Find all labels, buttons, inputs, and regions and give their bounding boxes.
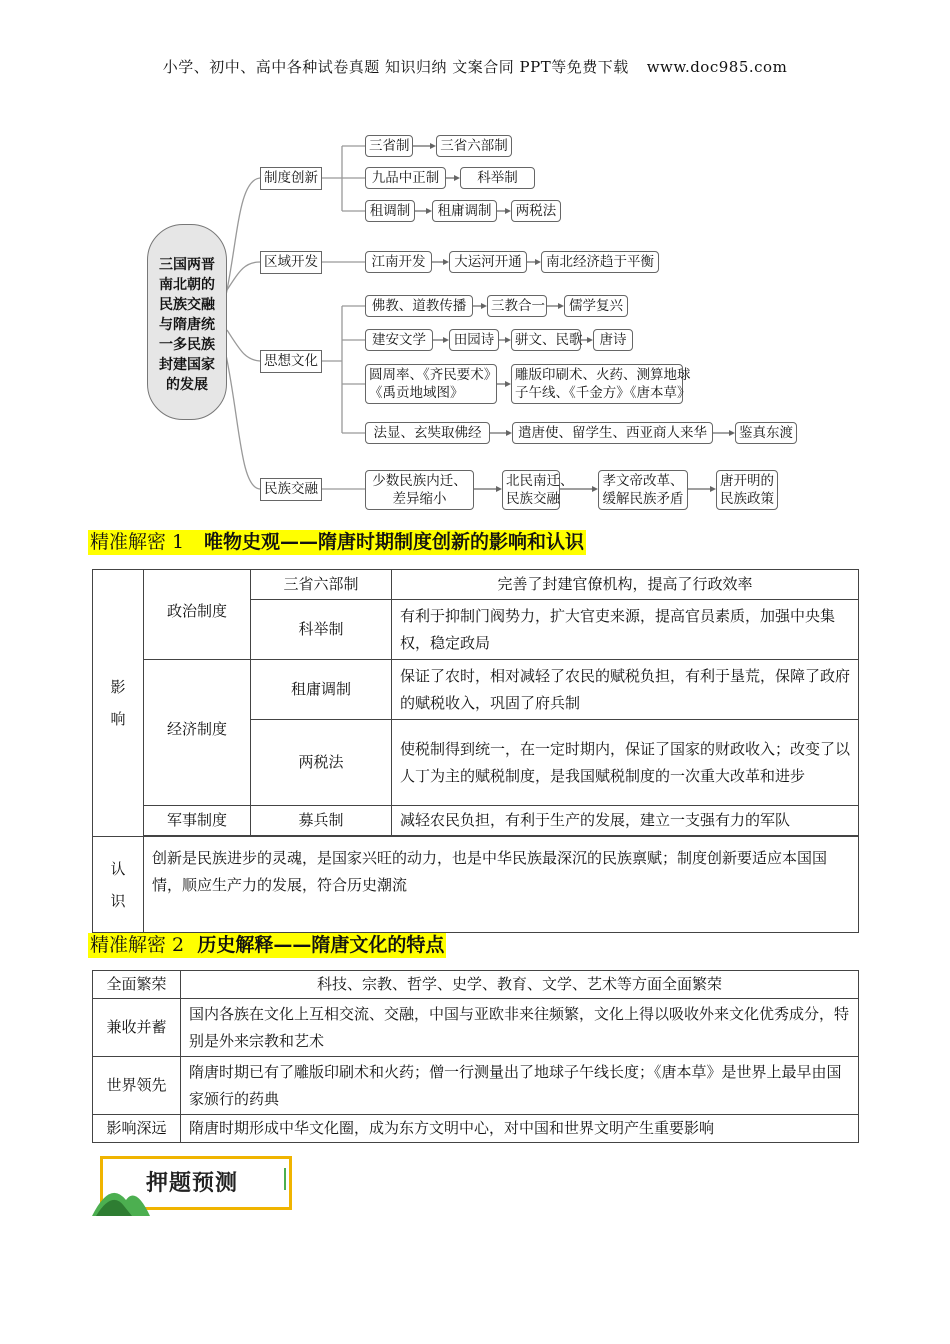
section2-title [88,933,446,958]
node-minorities-migration [365,470,474,510]
node-pastoral-poetry: 田园诗 [449,329,499,351]
badge-label: 押题预测 [146,1171,239,1196]
node-faxian-xuanzang: 法显、玄奘取佛经 [365,422,490,444]
node-nine-rank-system: 九品中正制 [365,167,446,189]
imperial-exam-cell: 科举制 [251,600,392,660]
node-xiaowen-reform [598,470,688,510]
branch-regional-development: 区域开发 [260,251,322,274]
node-jian-an-literature: 建安文学 [365,329,433,351]
branch-system-innovation: 制度创新 [260,167,322,190]
node-tang-poetry: 唐诗 [593,329,633,351]
tang-culture-table [92,970,859,1143]
node-north-south-line1: 北民南迁、 [506,473,574,489]
three-six-cell: 三省六部制 [251,570,392,600]
node-imperial-exam: 科举制 [460,167,535,189]
recognition-label-char2: 识 [110,891,126,910]
node-jiangnan-development: 江南开发 [365,251,432,273]
impact-label [93,570,144,837]
mindmap-root: 三国两晋 南北朝的 民族交融 与隋唐统 一多民族 封建国家 的发展 [147,224,227,420]
prediction-badge [92,1154,296,1216]
node-xiaowen-line1: 孝文帝改革、 [602,473,684,489]
node-printing-line2: 子午线、《千金方》《唐本草》 [515,385,691,401]
zu-yong-diao-cell: 租庸调制 [251,660,392,720]
header-url[interactable]: www.doc985.com [646,58,788,76]
culture-row-desc: 隋唐时期形成中华文化圈，成为东方文明中心，对中国和世界文明产生重要影响 [181,1115,859,1143]
impact-label-char2: 响 [110,710,126,728]
node-tang-policy-line1: 唐开明的 [720,473,774,489]
culture-row-label: 影响深远 [93,1115,181,1143]
culture-row-label: 兼收并蓄 [93,999,181,1057]
node-printing-line1: 雕版印刷术、火药、测算地球 [515,367,691,383]
military-system-cell: 军事制度 [144,806,251,836]
branch-ethnic-integration: 民族交融 [260,478,322,501]
branch-ideology-culture: 思想文化 [260,350,322,373]
node-north-south-migration [502,470,574,510]
node-minorities-line1: 少数民族内迁、 [372,473,467,489]
node-tang-ethnic-policy [716,470,778,510]
node-buddhism-taoism: 佛教、道教传播 [365,295,473,317]
node-three-departments-six-ministries: 三省六部制 [436,135,512,157]
culture-row-desc: 科技、宗教、哲学、史学、教育、文学、艺术等方面全面繁荣 [181,971,859,999]
recruit-cell: 募兵制 [251,806,392,836]
section2-heading: 历史解释——隋唐文化的特点 [197,934,445,956]
culture-row-desc: 隋唐时期已有了雕版印刷术和火药；僧一行测量出了地球子午线长度；《唐本草》是世界上最早由国家颁行的药典 [181,1057,859,1115]
imperial-exam-desc: 有利于抑制门阀势力，扩大官吏来源，提高官员素质，加强中央集权，稳定政局 [392,600,859,660]
institution-impact-table [92,569,859,933]
node-north-south-line2: 民族交融 [506,491,560,507]
node-jianzhen: 鉴真东渡 [735,422,797,444]
node-two-tax-law: 两税法 [511,200,561,222]
culture-row-label: 世界领先 [93,1057,181,1115]
node-three-departments: 三省制 [365,135,413,157]
political-system-cell: 政治制度 [144,570,251,660]
node-minorities-line2: 差异缩小 [392,491,447,507]
node-parallel-prose: 骈文、民歌 [511,329,581,351]
badge-accent-bar [284,1168,286,1190]
culture-row-desc: 国内各族在文化上互相交流、交融，中国与亚欧非来往频繁，文化上得以吸收外来文化优秀成分，特别是外来宗教和艺术 [181,999,859,1057]
zu-yong-diao-desc: 保证了农时，相对减轻了农民的赋税负担，有利于垦荒，保障了政府的赋税收入，巩固了府兵制 [392,660,859,720]
recognition-label-char1: 认 [110,859,126,878]
node-zu-diao: 租调制 [365,200,415,222]
culture-row-label: 全面繁荣 [93,971,181,999]
node-envoys-to-tang: 遣唐使、留学生、西亚商人来华 [512,422,713,444]
node-printing-gunpowder [511,364,691,404]
section2-number: 精准解密 2 [90,934,185,956]
node-zu-yong-diao: 租庸调制 [432,200,497,222]
node-three-teachings: 三教合一 [487,295,547,317]
section1-title [88,530,586,555]
node-pi-line2: 《禹贡地域图》 [369,385,464,401]
recognition-label [93,837,144,933]
section1-heading: 唯物史观——隋唐时期制度创新的影响和认识 [204,531,585,553]
node-tang-policy-line2: 民族政策 [720,491,774,507]
three-six-desc: 完善了封建官僚机构，提高了行政效率 [392,570,859,600]
header-text: 小学、初中、高中各种试卷真题 知识归纳 文案合同 PPT等免费下载 [162,58,629,76]
economic-system-cell: 经济制度 [144,660,251,806]
impact-label-char1: 影 [110,678,126,696]
two-tax-desc: 使税制得到统一，在一定时期内，保证了国家的财政收入；改变了以人丁为主的赋税制度，是我国赋税制度的一次重大改革和进步 [392,720,859,806]
recruit-desc: 减轻农民负担，有利于生产的发展，建立一支强有力的军队 [392,806,859,836]
recognition-desc: 创新是民族进步的灵魂，是国家兴旺的动力，也是中华民族最深沉的民族禀赋；制度创新要适应本国国情，顺应生产力的发展，符合历史潮流 [144,837,859,933]
node-confucian-revival: 儒学复兴 [564,295,628,317]
section1-number: 精准解密 1 [90,531,185,553]
node-pi-line1: 圆周率、《齐民要术》 [369,367,498,383]
hills-icon [92,1176,152,1218]
node-economic-balance: 南北经济趋于平衡 [541,251,659,273]
two-tax-cell: 两税法 [251,720,392,806]
node-xiaowen-line2: 缓解民族矛盾 [602,491,684,507]
node-grand-canal: 大运河开通 [449,251,527,273]
node-pi-agriculture [365,364,497,404]
